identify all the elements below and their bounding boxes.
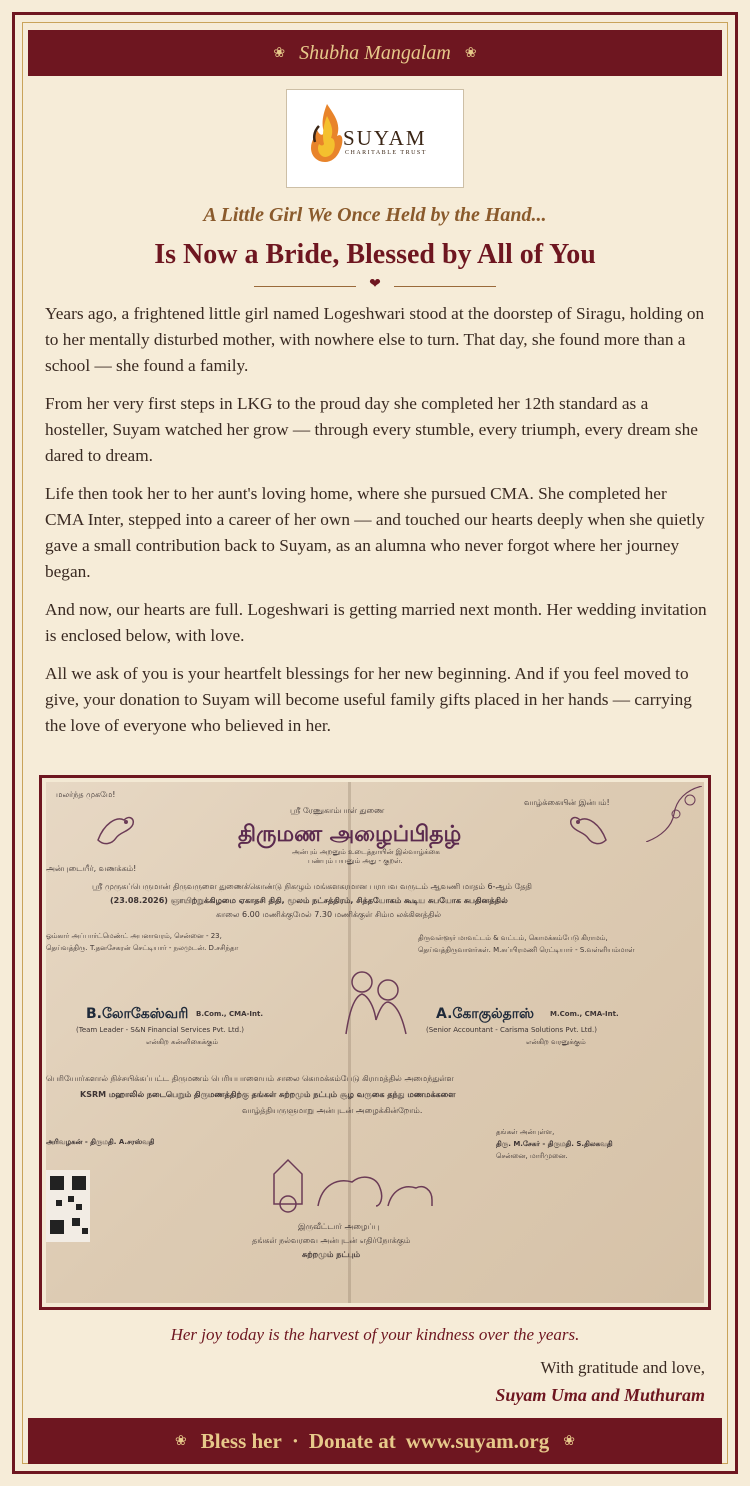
flower-ornament-icon: ❀ <box>464 45 477 61</box>
invite-greeting: அன்புடையீர், வணக்கம்! <box>46 864 137 873</box>
flame-logo-icon <box>307 102 347 164</box>
heart-icon: ❤ <box>369 277 381 292</box>
right-signatory-2: திரு. M.சேகர் - திருமதி. S.திலகவதி <box>496 1140 613 1148</box>
invite-couplet-2: பண்பும் பயனும் அது - குறள். <box>308 857 403 865</box>
invite-footer-1: இருவீட்டார் அழைப்பு <box>298 1222 380 1231</box>
invite-venue-2: KSRM மஹாலில் நடைபெறும் திருமணத்திற்கு தங்கள் சுற்றமும் நட்பும் சூழ வருகை தந்து மணமக்களை <box>80 1090 456 1099</box>
chariot-procession-icon <box>268 1154 438 1214</box>
flower-ornament-icon: ❀ <box>175 1433 187 1449</box>
invite-heading: திருமண அழைப்பிதழ் <box>238 822 462 847</box>
groom-job: (Senior Accountant - Carisma Solutions Pvt. Ltd.) <box>426 1026 597 1034</box>
peacock-right-icon <box>566 810 610 850</box>
signature: Suyam Uma and Muthuram <box>495 1385 705 1405</box>
groom-suffix: என்கிற வரனுக்கும் <box>526 1038 586 1046</box>
bride-address: ஓம்கார் அப்பார்ட்மெண்ட் அபனாவரம், சென்னை - 23, <box>46 932 222 940</box>
invite-line-1: ஸ்ரீ முருகப்பெருமான் திருவருளை துணைக்கொண்டு நிகழும் மங்களகரமான பராபவ வருடம் ஆவணி மாதம் 6-ஆம் தேதி <box>92 882 532 891</box>
peacock-left-icon <box>94 810 138 850</box>
flower-ornament-icon: ❀ <box>273 45 286 61</box>
qr-code-icon <box>46 1170 90 1242</box>
invite-venue-3: வாழ்த்தியருளுமாறு அன்புடன் அழைக்கின்றோம். <box>242 1106 423 1115</box>
invite-line-2: (23.08.2026) ஞாயிற்றுக்கிழமை ஏகாதசி திதி, மூலம் நட்சத்திரம், சித்தயோகம் கூடிய சுபயோக சுபதினத்தில் <box>110 896 508 905</box>
story-paragraph: And now, our hearts are full. Logeshwari is getting married next month. Her wedding invitation is enclosed below, with love. <box>45 600 707 645</box>
bride-job: (Team Leader - S&N Financial Services Pvt. Ltd.) <box>76 1026 245 1034</box>
couple-illustration-icon <box>326 960 426 1040</box>
footer-separator: · <box>291 1428 299 1453</box>
right-signatory-1: தங்கள் அன்புள்ள, <box>496 1128 555 1136</box>
invite-venue-1: பெரியோர்களால் நிச்சயிக்கப்பட்ட திருமணம் பெரியபாளையம் சாலை கொமக்கம்பேடு கிராமத்தில் அமைந்துள்ள <box>46 1074 454 1083</box>
donate-link[interactable]: www.suyam.org <box>405 1428 550 1453</box>
logo-tagline: CHARITABLE TRUST <box>345 150 427 156</box>
invite-top-left: மலர்ந்த முகமே! <box>56 790 116 799</box>
bride-suffix: என்கிற கன்னிகைக்கும் <box>146 1038 219 1046</box>
bride-degree: B.Com., CMA-Int. <box>196 1010 264 1018</box>
corner-ornament-icon <box>646 786 702 842</box>
gratitude-line: With gratitude and love, <box>540 1358 705 1377</box>
flower-ornament-icon: ❀ <box>563 1433 575 1449</box>
divider-line-left <box>254 286 356 287</box>
bride-parents: தெய்வத்திரு. T.தனசேகரன் செட்டியார் - நலமுடன். D.சசிந்தா <box>46 944 239 952</box>
invite-line-3: காலை 6.00 மணிக்குமேல் 7.30 மணிக்குள் சிம்ம லக்கினத்தில் <box>216 910 442 919</box>
invite-footer-2: தங்கள் நல்வரவை அன்புடன் எதிர்நோக்கும் <box>252 1236 411 1245</box>
closing-line: Her joy today is the harvest of your kindness over the years. <box>170 1325 580 1344</box>
left-signatory: அரிவழகன் - திருமதி. A.சரஸ்வதி <box>46 1138 155 1146</box>
invitation-photo <box>39 775 711 1310</box>
suyam-logo <box>286 89 464 188</box>
divider-line-right <box>394 286 496 287</box>
groom-degree: M.Com., CMA-Int. <box>550 1010 619 1018</box>
invite-couplet-1: அன்பும் அறனும் உடைத்தாயின் இல்வாழ்க்கை <box>292 848 440 856</box>
groom-parents: தெய்வத்திருவாளர்கள். M.சுப்பிரமணி ரெட்டியார் - S.வள்ளியம்மாள் <box>418 946 635 954</box>
story-paragraph: Life then took her to her aunt's loving home, where she pursued CMA. She completed her CMA Inter, stepped into a career of her own — and touched our hearts deeply when she quietly gave a small contribution back to Suyam, as an alumna who never forgot where her journey began. <box>45 484 705 581</box>
invite-top-center: ஸ்ரீ ரேணுகாம்பாள் துணை <box>290 806 385 815</box>
header-title: Shubha Mangalam <box>299 41 451 64</box>
bless-text: Bless her <box>200 1428 282 1453</box>
right-signatory-3: சென்னை, மாரிமுனை. <box>496 1152 568 1160</box>
story-paragraph: Years ago, a frightened little girl named Logeshwari stood at the doorstep of Siragu, holding on to her mentally disturbed mother, with nowhere else to turn. That day, she found more than a school — she found a family. <box>45 304 705 375</box>
invitation-card <box>46 782 704 1303</box>
groom-address: திருவள்ளூர் மாவட்டம் & வட்டம், கொமக்கம்பேடு கிராமம், <box>418 934 608 942</box>
story-paragraph: From her very first steps in LKG to the proud day she completed her 12th standard as a hosteller, Suyam watched her grow — through every stumble, every triumph, every dream she dared to dream. <box>45 394 698 465</box>
header-banner <box>28 30 722 76</box>
headline-subtitle: A Little Girl We Once Held by the Hand... <box>203 204 547 226</box>
story-paragraph: All we ask of you is your heartfelt blessings for her new beginning. And if you feel moved to give, your donation to Suyam will become useful family gifts placed in her hands — carrying the love of everyone who believed in her. <box>45 664 692 735</box>
invite-top-right: வாழ்க்கையின் இன்பம்! <box>524 798 610 807</box>
groom-name: A.கோகுல்தாஸ் <box>436 1006 535 1022</box>
bride-name: B.லோகேஸ்வரி <box>86 1006 189 1022</box>
headline-title: Is Now a Bride, Blessed by All of You <box>154 239 596 270</box>
footer-banner <box>28 1418 722 1464</box>
story-body <box>45 301 707 751</box>
invite-footer-3: சுற்றமும் நட்பும் <box>302 1250 361 1259</box>
logo-name: SUYAM <box>343 126 427 150</box>
donate-label: Donate at <box>308 1428 396 1453</box>
